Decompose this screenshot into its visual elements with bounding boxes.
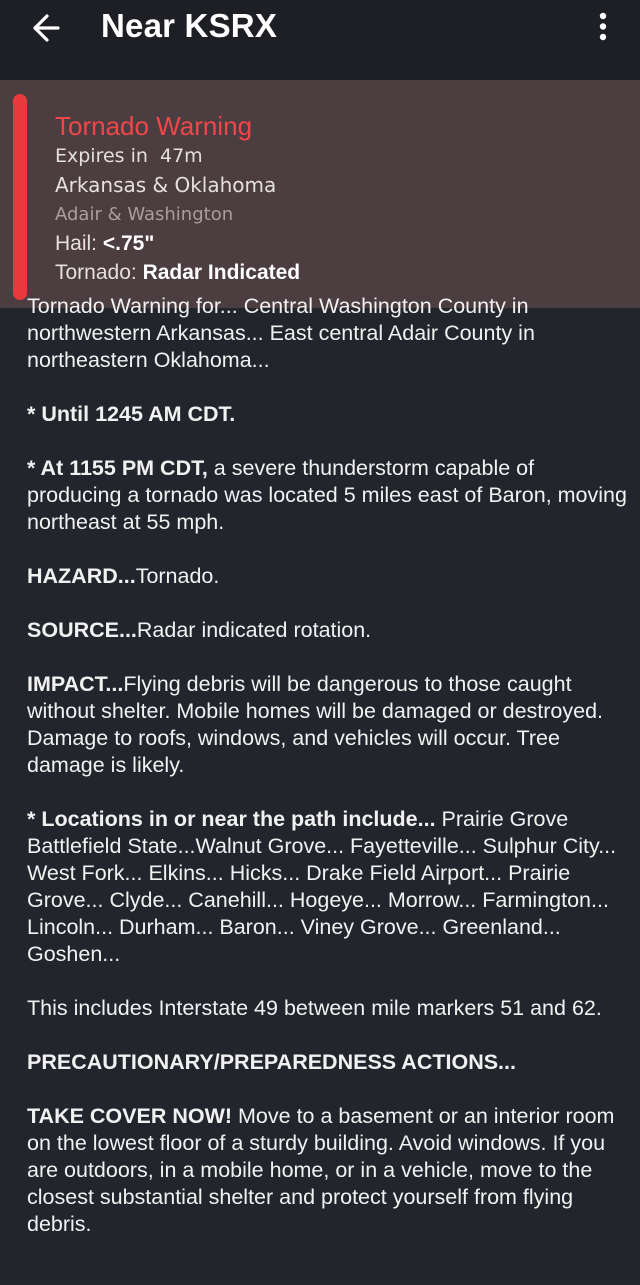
app-bar (0, 0, 640, 80)
hazard-text: Tornado. (135, 564, 220, 588)
overflow-menu-button[interactable] (584, 6, 624, 50)
until-text: * Until 1245 AM CDT. (27, 402, 236, 426)
page-title: Near KSRX (101, 7, 278, 44)
tornado-label: Tornado: (55, 261, 137, 284)
para-source (27, 617, 627, 644)
warning-text (27, 294, 627, 1265)
more-vertical-icon (584, 6, 624, 50)
hail-label: Hail: (55, 232, 98, 255)
severity-stripe (13, 94, 27, 300)
para-precautions (27, 1049, 627, 1076)
warning-title: Tornado Warning (55, 111, 253, 141)
impact-label: IMPACT... (27, 672, 124, 696)
source-label: SOURCE... (27, 618, 137, 642)
at-text: a severe thunderstorm capable of producing a tornado was located 5 miles east of Baron, moving northeast at 55 mph. (27, 456, 627, 534)
arrow-left-icon (20, 6, 72, 50)
at-time: * At 1155 PM CDT, (27, 456, 208, 480)
para-take-cover (27, 1103, 627, 1238)
locations-label: * Locations in or near the path include... (27, 807, 436, 831)
clipped-line-text: Tornado Warning for... Central Washington County in (27, 294, 529, 318)
take-cover-label: TAKE COVER NOW! (27, 1104, 233, 1128)
locations-text: Prairie Grove Battlefield State...Walnut Grove... Fayetteville... Sulphur City... West Fork... Elkins... Hicks... Drake Field Airport... Prairie Grove... Clyde... Canehill... Hogeye... Morrow... Farmington... Lincoln... Durham... Baron... Viney Grove... Greenland... Goshen... (27, 807, 617, 966)
hail-row (55, 229, 300, 258)
para-until (27, 401, 627, 428)
clipped-line (27, 294, 627, 320)
states-text: Arkansas & Oklahoma (55, 173, 277, 197)
tornado-value: Radar Indicated (142, 261, 301, 284)
para-hazard (27, 563, 627, 590)
source-text: Radar indicated rotation. (136, 618, 372, 642)
hazard-label: HAZARD... (27, 564, 136, 588)
para-impact (27, 671, 627, 779)
para-at (27, 455, 627, 536)
para-area: northwestern Arkansas... East central Adair County in northeastern Oklahoma... (27, 321, 535, 372)
para-locations (27, 806, 627, 968)
counties-text: Adair & Washington (55, 204, 234, 225)
expires-text: Expires in 47m (55, 145, 203, 167)
hail-value: <.75" (102, 232, 155, 255)
take-cover-text: Move to a basement or an interior room on the lowest floor of a sturdy building. Avoid windows. If you are outdoors, in a mobile home, or in a vehicle, move to the closest substantial shelter and protect yourself from flying debris. (27, 1104, 615, 1236)
impact-text: Flying debris will be dangerous to those caught without shelter. Mobile homes will be damaged or destroyed. Damage to roofs, windows, and vehicles will occur. Tree damage is likely. (27, 672, 604, 777)
para-interstate: This includes Interstate 49 between mile markers 51 and 62. (27, 996, 602, 1020)
back-button[interactable] (20, 6, 72, 50)
precautions-label: PRECAUTIONARY/PREPAREDNESS ACTIONS... (27, 1050, 516, 1074)
warning-card[interactable] (0, 80, 640, 308)
tornado-row (55, 258, 300, 287)
